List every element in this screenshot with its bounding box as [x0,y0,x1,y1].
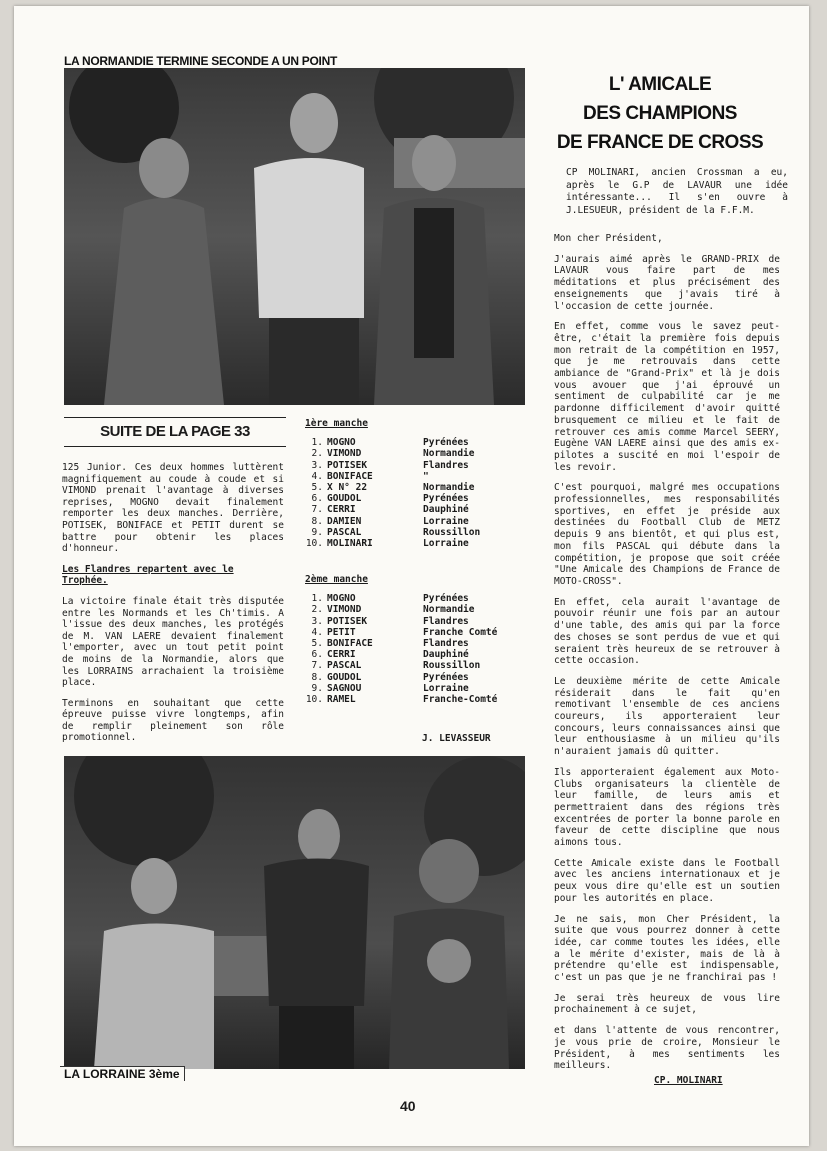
letter-paragraph: Le deuxième mérite de cette Amicale résiderait dans le fait qu'en remotivant l'ensemble de ces anciens coureurs, ils apporteraient leur concours, leurs connaissances ainsi que leur enthousiasme à un milieu qu'ils n'auraient jamais dû quitter. [554,675,780,758]
rider-name: PETIT [327,626,356,638]
rider-region: Lorraine [423,537,469,549]
results-manche-2 [305,574,520,705]
rider-name: BONIFACE [327,470,373,482]
rider-name: CERRI [327,649,356,661]
rider-name: MOGNO [327,437,356,449]
letter-paragraph: En effet, comme vous le savez peut-être, c'était la première fois depuis mon retrait de la compétition en 1957, que je me retrouvais dans cette ambiance de "Grand-Prix" et là je dois vous avouer que j'ai éprouvé un sentiment de culpabilité car je me pardonne difficilement d'avoir quitté brusquement ce milieu et le fait de retrouver ces amis comme Marcel SEERY, Eugène VAN LAERE ainsi que des amis ex-pilotes a suscité en moi l'espoir de les revoir. [554,321,780,473]
article-title [540,70,780,157]
left-subhead: Les Flandres repartent avec le Trophée. [62,563,234,587]
results-manche-1 [305,418,520,549]
rider-name: GOUDOL [327,493,362,505]
result-row [305,527,520,538]
position: 10. [305,537,323,549]
result-row [305,694,520,705]
title-line-2: DES CHAMPIONS [583,103,737,124]
rider-region: Roussillon [423,660,481,672]
rider-region: Franche-Comté [423,693,498,705]
result-row [305,448,520,459]
position: 4. [311,470,323,482]
result-row [305,437,520,448]
position: 1. [311,437,323,449]
left-paragraph: 125 Junior. Ces deux hommes luttèrent magnifiquement au coude à coude et si VIMOND prenait l'avantage à diverses reprises, MOGNO devait finalement remporter les deux manches. Derrière, POTISEK, BONIFACE et PETIT durent se battre pour obtenir les places d'honneur. [62,462,284,555]
rider-name: MOGNO [327,593,356,605]
rider-region: Flandres [423,637,469,649]
bottom-photo-caption: LA LORRAINE 3ème [60,1066,185,1081]
rider-region: Normandie [423,604,475,616]
rider-name: PASCAL [327,526,362,538]
rider-region: Pyrénées [423,437,469,449]
rider-region: Pyrénées [423,671,469,683]
position: 3. [311,615,323,627]
rider-region: Pyrénées [423,493,469,505]
letter-paragraph: En effet, cela aurait l'avantage de pouvoir réunir une fois par an autour d'une table, des amis qui par la force des choses se sont perdus de vue et qui seraient très heureux de se retrouver à cette occasion. [554,596,780,667]
letter-paragraph: Cette Amicale existe dans le Football avec les anciens internationaux et je peux vous dire qu'elle est un soutien pour les autorités en place. [554,857,780,904]
manche-2-heading: 2ème manche [305,574,368,585]
position: 2. [311,448,323,460]
position: 7. [311,504,323,516]
suite-heading: SUITE DE LA PAGE 33 [64,417,286,447]
rider-name: POTISEK [327,615,368,627]
position: 5. [311,637,323,649]
rider-region: Flandres [423,459,469,471]
result-row [305,638,520,649]
position: 1. [311,593,323,605]
result-row [305,683,520,694]
result-row [305,593,520,604]
letter-paragraph: Je ne sais, mon Cher Président, la suite que vous pourrez donner à cette idée, car comme toutes les idées, elle a le mérite d'exister, mais de là à prétendre qu'elle est indispensable, c'est un pas que je ne franchirai pas ! [554,913,780,984]
result-row [305,604,520,615]
position: 3. [311,459,323,471]
position: 2. [311,604,323,616]
result-row [305,649,520,660]
rider-name: SAGNOU [327,682,362,694]
position: 5. [311,481,323,493]
result-row [305,616,520,627]
result-row [305,538,520,549]
rider-region: Flandres [423,615,469,627]
left-column-text [62,462,284,753]
letter-body [554,233,780,1086]
results-byline: J. LEVASSEUR [422,733,491,744]
result-row [305,460,520,471]
rider-name: PASCAL [327,660,362,672]
article-intro: CP MOLINARI, ancien Crossman a eu, après le G.P de LAVAUR une idée intéressante... Il s'en ouvre à J.LESUEUR, président de la F.F.M. [566,167,788,216]
result-row [305,660,520,671]
rider-name: VIMOND [327,604,362,616]
result-row [305,493,520,504]
letter-signature: CP. MOLINARI [654,1075,723,1086]
rider-region: Normandie [423,448,475,460]
result-row [305,516,520,527]
position: 8. [311,515,323,527]
left-paragraph: Terminons en souhaitant que cette épreuve puisse vivre longtemps, afin de remplir pleinement son rôle promotionnel. [62,697,284,744]
rider-name: MOLINARI [327,537,373,549]
result-row [305,627,520,638]
position: 8. [311,671,323,683]
rider-region: Dauphiné [423,504,469,516]
rider-name: BONIFACE [327,637,373,649]
position: 10. [305,693,323,705]
result-row [305,482,520,493]
letter-paragraph: J'aurais aimé après le GRAND-PRIX de LAVAUR vous faire part de mes méditations et plus précisément des enseignements que j'avais tiré à l'occasion de cette journée. [554,253,780,312]
position: 6. [311,493,323,505]
rider-name: POTISEK [327,459,368,471]
position: 9. [311,682,323,694]
result-row [305,504,520,515]
rider-region: Lorraine [423,515,469,527]
letter-paragraph: Ils apporteraient également aux Moto-Clubs organisateurs la clientèle de leur famille, de leurs amis et permettraient dans des régions très excentrées de porter la bonne parole en faveur de cette discipline que nous aimons tous. [554,766,780,849]
rider-region: Dauphiné [423,649,469,661]
rider-name: VIMOND [327,448,362,460]
letter-paragraph: et dans l'attente de vous rencontrer, je vous prie de croire, Monsieur le Président, à mes sentiments les meilleurs. [554,1025,780,1072]
rider-region: Lorraine [423,682,469,694]
podium-photo-normandie [64,68,525,405]
rider-name: GOUDOL [327,671,362,683]
rider-region: Franche Comté [423,626,498,638]
position: 9. [311,526,323,538]
letter-paragraph: Je serai très heureux de vous lire prochainement à ce sujet, [554,992,780,1016]
letter-paragraph: C'est pourquoi, malgré mes occupations professionnelles, mes responsabilités sportives, en effet je préside aux destinées du Football Club de METZ depuis 9 ans bientôt, et qui plus est, mon fils PASCAL qui débute dans la compétition, je propose que soit créée "Une Amicale des Champions de France de MOTO-CROSS". [554,482,780,587]
title-line-1: L' AMICALE [608,74,712,95]
page-number: 40 [400,1098,416,1114]
result-row [305,471,520,482]
position: 7. [311,660,323,672]
rider-region: Pyrénées [423,593,469,605]
podium-photo-lorraine [64,756,525,1069]
manche-1-heading: 1ère manche [305,418,368,429]
rider-region: Normandie [423,481,475,493]
rider-name: DAMIEN [327,515,362,527]
top-photo-caption: LA NORMANDIE TERMINE SECONDE A UN POINT [64,54,337,68]
rider-region: Roussillon [423,526,481,538]
position: 6. [311,649,323,661]
title-line-3: DE FRANCE DE CROSS [556,132,764,153]
left-paragraph: La victoire finale était très disputée entre les Normands et les Ch'timis. A l'issue des deux manches, les protégés de M. VAN LAERE devaient finalement l'emporter, avec un tout petit point de moins de la Normandie, alors que les LORRAINS arrachaient la troisième place. [62,595,284,689]
position: 4. [311,626,323,638]
rider-region: " [423,470,429,482]
letter-paragraph: Mon cher Président, [554,233,663,244]
rider-name: RAMEL [327,693,356,705]
rider-name: CERRI [327,504,356,516]
rider-name: X N° 22 [327,481,368,493]
result-row [305,672,520,683]
